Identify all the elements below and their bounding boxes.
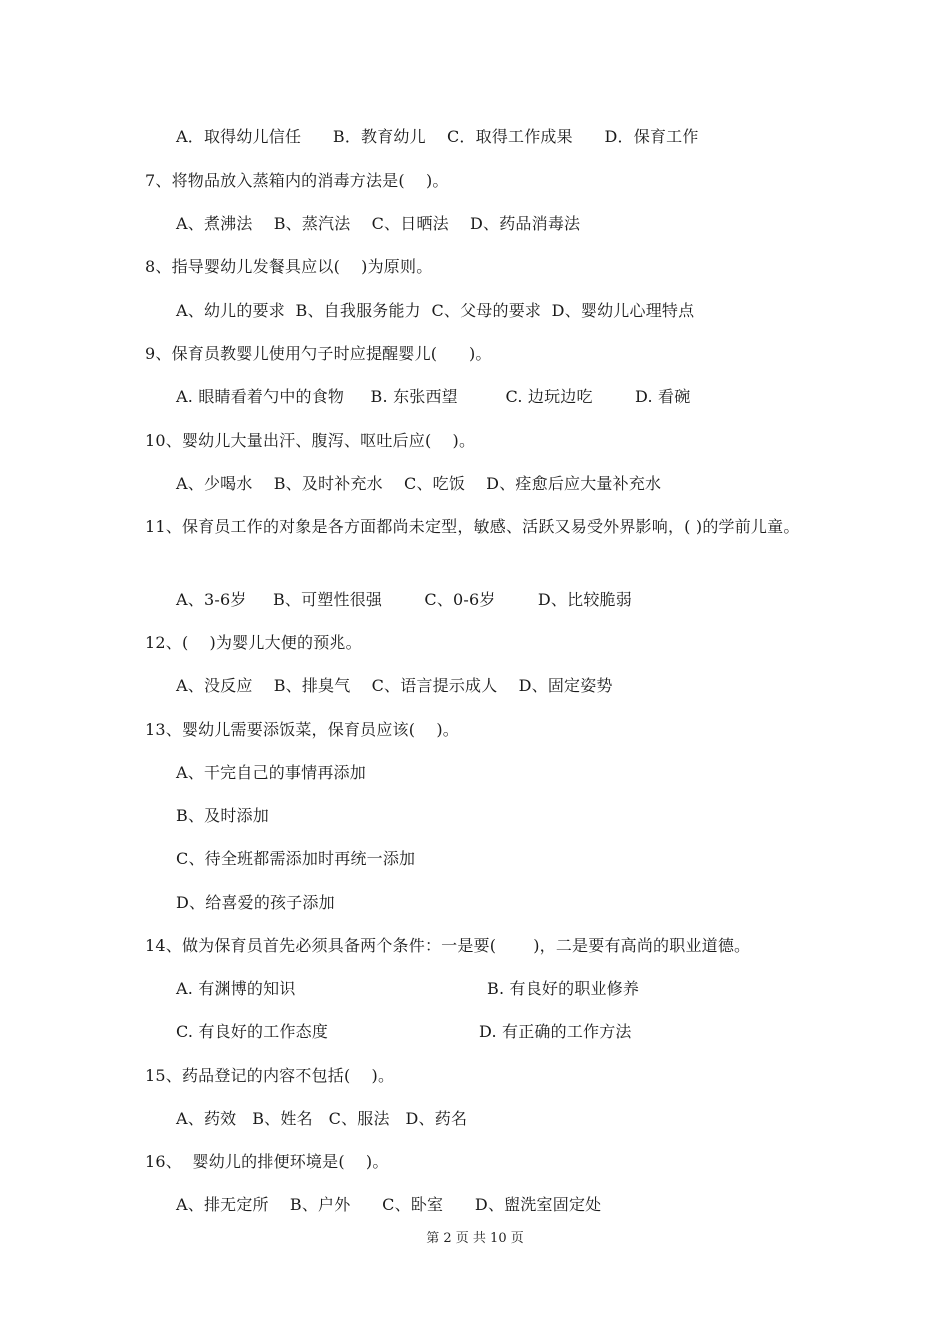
q10-options: A、少喝水 B、及时补充水 C、吃饭 D、痊愈后应大量补充水: [176, 474, 662, 493]
q9-options: A. 眼睛看着勺中的食物 B. 东张西望 C. 边玩边吃 D. 看碗: [176, 387, 691, 406]
page-footer: 第 2 页 共 10 页: [426, 1231, 524, 1246]
q13-text: 13、婴幼儿需要添饭菜，保育员应该( )。: [145, 720, 459, 739]
q6-options: A．取得幼儿信任 B．教育幼儿 C．取得工作成果 D．保育工作: [176, 127, 699, 146]
q13-option-c: C、待全班都需添加时再统一添加: [176, 849, 416, 868]
q13-option-b: B、及时添加: [176, 806, 269, 825]
q8-text: 8、指导婴幼儿发餐具应以( )为原则。: [145, 257, 433, 276]
q14-option-c: C. 有良好的工作态度: [176, 1022, 329, 1041]
q11-options: A、3-6岁 B、可塑性很强 C、0-6岁 D、比较脆弱: [176, 590, 632, 609]
q14-option-a: A. 有渊博的知识: [176, 979, 296, 998]
q7-text: 7、将物品放入蒸箱内的消毒方法是( )。: [145, 171, 449, 190]
q16-options: A、排无定所 B、户外 C、卧室 D、盥洗室固定处: [176, 1195, 602, 1214]
q13-option-d: D、给喜爱的孩子添加: [176, 893, 335, 912]
q14-option-b: B. 有良好的职业修养: [487, 979, 640, 998]
q15-text: 15、药品登记的内容不包括( )。: [145, 1066, 395, 1085]
q8-options: A、幼儿的要求 B、自我服务能力 C、父母的要求 D、婴幼儿心理特点: [176, 301, 695, 320]
q15-options: A、药效 B、姓名 C、服法 D、药名: [176, 1109, 468, 1128]
q16-text: 16、 婴幼儿的排便环境是( )。: [145, 1152, 389, 1171]
q7-options: A、煮沸法 B、蒸汽法 C、日晒法 D、药品消毒法: [176, 214, 581, 233]
q14-text: 14、做为保育员首先必须具备两个条件：一是要( )，二是要有高尚的职业道德。: [145, 936, 751, 955]
q10-text: 10、婴幼儿大量出汗、腹泻、呕吐后应( )。: [145, 431, 476, 450]
q13-option-a: A、干完自己的事情再添加: [176, 763, 366, 782]
q11-text: 11、保育员工作的对象是各方面都尚未定型，敏感、活跃又易受外界影响，( )的学前儿童。: [145, 517, 800, 536]
q12-options: A、没反应 B、排臭气 C、语言提示成人 D、固定姿势: [176, 676, 613, 695]
q9-text: 9、保育员教婴儿使用勺子时应提醒婴儿( )。: [145, 344, 492, 363]
q14-option-d: D. 有正确的工作方法: [479, 1022, 632, 1041]
q12-text: 12、( )为婴儿大便的预兆。: [145, 633, 362, 652]
